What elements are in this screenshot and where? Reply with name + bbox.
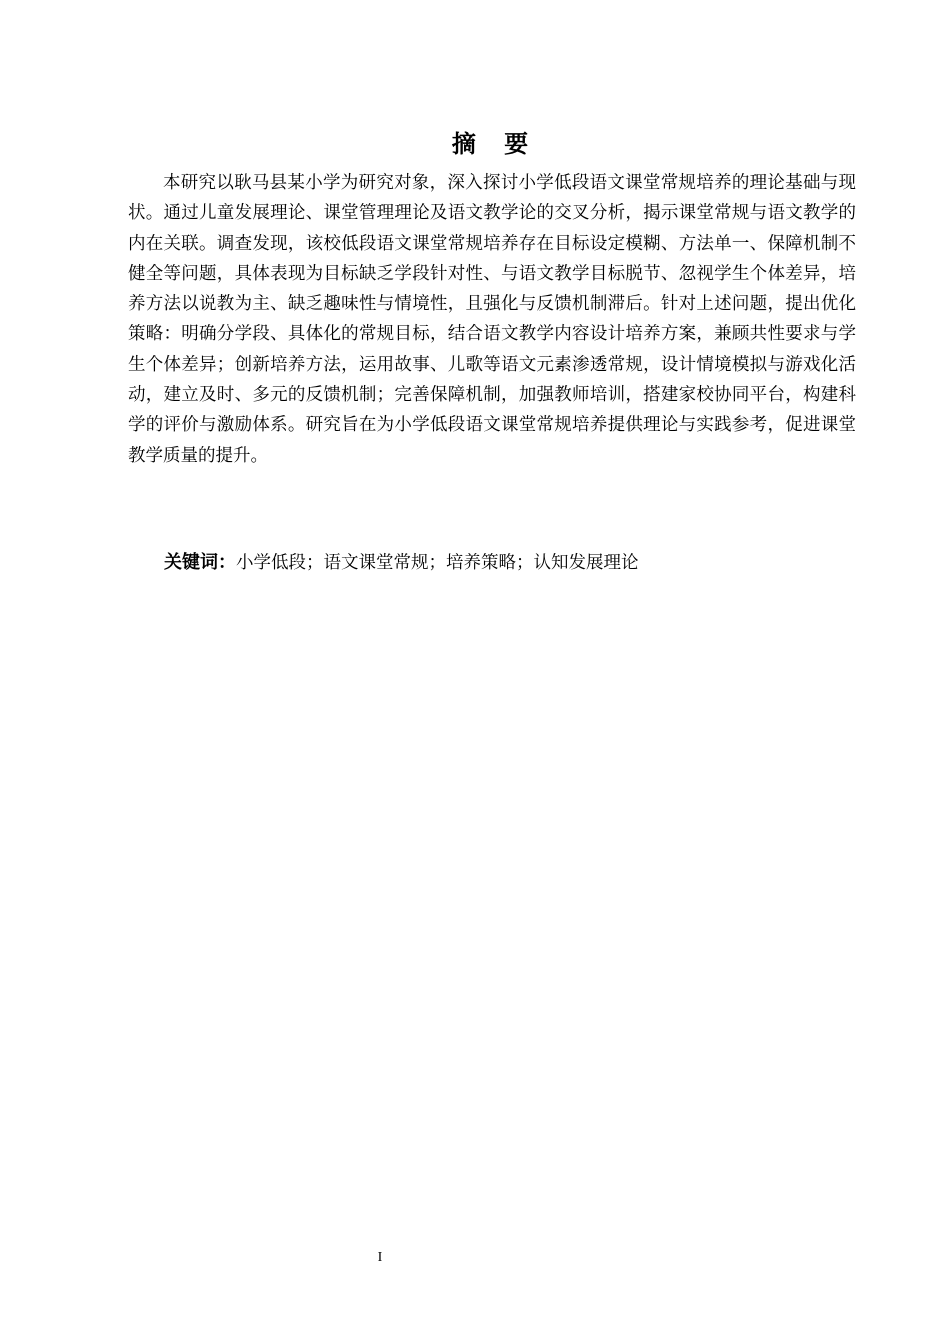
keywords-text: 小学低段；语文课堂常规；培养策略；认知发展理论: [236, 553, 639, 573]
page-number: I: [377, 1250, 383, 1265]
keywords-line: [164, 548, 864, 578]
abstract-body: 本研究以耿马县某小学为研究对象，深入探讨小学低段语文课堂常规培养的理论基础与现状。通过儿童发展理论、课堂管理理论及语文教学论的交叉分析，揭示课堂常规与语文教学的内在关联。调查发现，该校低段语文课堂常规培养存在目标设定模糊、方法单一、保障机制不健全等问题，具体表现为目标缺乏学段针对性、与语文教学目标脱节、忽视学生个体差异，培养方法以说教为主、缺乏趣味性与情境性，且强化与反馈机制滞后。针对上述问题，提出优化策略：明确分学段、具体化的常规目标，结合语文教学内容设计培养方案，兼顾共性要求与学生个体差异；创新培养方法，运用故事、儿歌等语文元素渗透常规，设计情境模拟与游戏化活动，建立及时、多元的反馈机制；完善保障机制，加强教师培训，搭建家校协同平台，构建科学的评价与激励体系。研究旨在为小学低段语文课堂常规培养提供理论与实践参考，促进课堂教学质量的提升。: [128, 173, 856, 466]
keywords-label: 关键词：: [164, 552, 236, 573]
abstract-title: 摘 要: [451, 130, 539, 158]
